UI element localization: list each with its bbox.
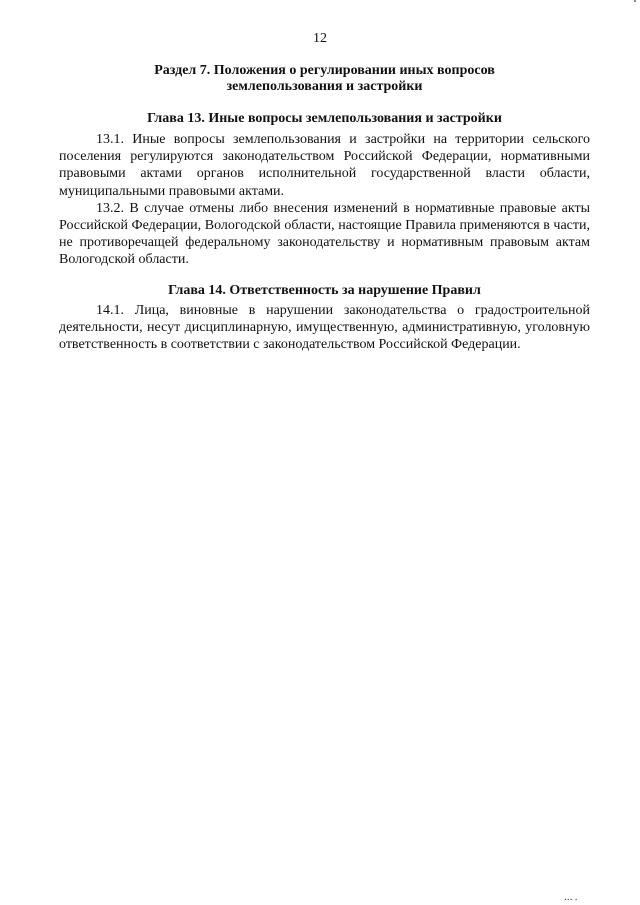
scan-speck [634,0,636,2]
paragraph-13-1: 13.1. Иные вопросы землепользования и застройки на территории сельского поселения регулируются законодательством Российской Федерации, нормативными правовыми актами органов исполнительной государственной власти области, муниципальными правовыми актами. [59,132,590,199]
paragraph-14-1: 14.1. Лица, виновные в нарушении законодательства о градостроительной деятельности, несут дисциплинарную, имущественную, административную, уголовную ответственность в соответствии с законодательством Российской Федерации. [59,302,590,353]
page-number: 12 [313,31,327,46]
paragraph-13-2: 13.2. В случае отмены либо внесения изменений в нормативные правовые акты Российской Федерации, Вологодской области, настоящие Правила применяются в части, не противоречащей федеральному законодательству и нормативным правовым актам Вологодской области. [59,200,590,268]
section-title-line-2: землепользования и застройки [226,79,423,94]
chapter-14-title: Глава 14. Ответственность за нарушение Правил [168,282,481,298]
scan-corner-mark: ▪▪▪ ▪ [564,898,578,903]
page-content [59,63,590,353]
section-title-line-1: Раздел 7. Положения о регулировании иных вопросов [154,63,495,78]
chapter-13-title: Глава 13. Иные вопросы землепользования и застройки [147,111,502,126]
